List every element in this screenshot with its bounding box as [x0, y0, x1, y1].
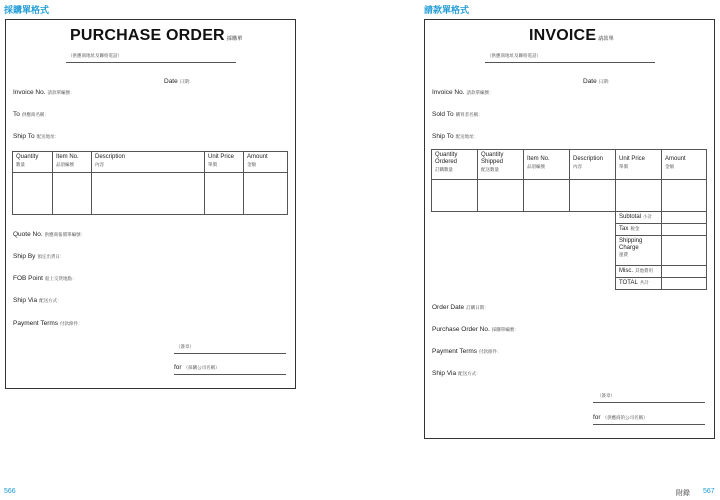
- po-items-table: [12, 151, 288, 215]
- po-title-cn: 採購單: [226, 36, 243, 42]
- inv-signature-line[interactable]: [593, 402, 705, 403]
- invoice-form: [424, 19, 715, 439]
- inv-tax-value[interactable]: [662, 224, 707, 236]
- inv-tax-label: Tax 稅金: [616, 224, 662, 236]
- po-supplier-underline: [66, 62, 236, 63]
- inv-title: INVOICE: [529, 27, 597, 44]
- inv-shipping-label: Shipping Charge 運費: [616, 236, 662, 266]
- inv-total-row-subtotal: [616, 212, 707, 224]
- inv-col-item-no: Item No. 品項編號: [524, 150, 570, 180]
- inv-total-row-tax: [616, 224, 707, 236]
- po-for-line[interactable]: [174, 374, 286, 375]
- inv-cell-quantity-ordered[interactable]: [432, 180, 478, 212]
- inv-totals-table: [615, 211, 707, 290]
- po-cell-item-no[interactable]: [53, 173, 92, 215]
- inv-col-unit-price: Unit Price 單價: [616, 150, 662, 180]
- po-col-quantity: Quantity 數量: [13, 152, 53, 173]
- table-row: [432, 180, 707, 212]
- inv-cell-description[interactable]: [570, 180, 616, 212]
- po-col-item-no: Item No. 品項編號: [53, 152, 92, 173]
- po-ship-to-field[interactable]: Ship To 配送地址：: [13, 133, 60, 140]
- inv-cell-unit-price[interactable]: [616, 180, 662, 212]
- inv-sold-to-field[interactable]: Sold To 購買者名稱：: [432, 111, 483, 118]
- inv-supplier-underline: [485, 62, 655, 63]
- po-title: PURCHASE ORDER: [70, 27, 225, 44]
- inv-signature-label: （簽章）: [597, 393, 615, 398]
- inv-subtotal-value[interactable]: [662, 212, 707, 224]
- inv-payment-terms-field[interactable]: Payment Terms 付款條件：: [432, 348, 502, 355]
- right-page-number: 567: [703, 488, 715, 495]
- po-cell-quantity[interactable]: [13, 173, 53, 215]
- po-supplier-line: （供應商地址及聯絡電話）: [68, 53, 122, 58]
- po-date-field[interactable]: Date 日期：: [164, 78, 194, 85]
- po-ship-by-field[interactable]: Ship By 預定出貨日：: [13, 253, 65, 260]
- po-cell-description[interactable]: [92, 173, 205, 215]
- inv-shipping-value[interactable]: [662, 236, 707, 266]
- po-ship-via-field[interactable]: Ship Via 配送方式：: [13, 297, 62, 304]
- right-section-title: 請款單格式: [424, 5, 470, 15]
- inv-order-date-field[interactable]: Order Date 訂購日期：: [432, 304, 489, 311]
- inv-po-no-field[interactable]: Purchase Order No. 採購單編號：: [432, 326, 519, 333]
- po-col-description: Description 內容: [92, 152, 205, 173]
- inv-misc-value[interactable]: [662, 266, 707, 278]
- inv-supplier-line: （供應商地址及聯絡電話）: [487, 53, 541, 58]
- inv-subtotal-label: Subtotal 小計: [616, 212, 662, 224]
- inv-table-header: [432, 150, 707, 180]
- po-heading: [70, 27, 242, 45]
- po-to-field[interactable]: To 供應商名稱：: [13, 111, 49, 118]
- po-cell-amount[interactable]: [244, 173, 288, 215]
- inv-misc-label: Misc. 其他費用: [616, 266, 662, 278]
- po-invoice-no-field[interactable]: Invoice No. 請款單編號：: [13, 89, 75, 96]
- inv-col-description: Description 內容: [570, 150, 616, 180]
- inv-total-row-total: [616, 278, 707, 290]
- inv-total-value[interactable]: [662, 278, 707, 290]
- inv-ship-to-field[interactable]: Ship To 配送地址：: [432, 133, 479, 140]
- po-col-unit-price: Unit Price 單價: [205, 152, 244, 173]
- appendix-label: 附錄: [676, 490, 690, 497]
- inv-col-amount: Amount 金額: [662, 150, 707, 180]
- inv-invoice-no-field[interactable]: Invoice No. 請款單編號：: [432, 89, 494, 96]
- inv-col-quantity-shipped: Quantity Shipped 配送數量: [478, 150, 524, 180]
- inv-col-quantity-ordered: Quantity Ordered 訂購數量: [432, 150, 478, 180]
- inv-title-cn: 請款單: [598, 36, 614, 42]
- po-fob-point-field[interactable]: FOB Point 船上交貨地點：: [13, 275, 77, 282]
- inv-heading: [529, 27, 614, 45]
- purchase-order-form: [5, 19, 296, 389]
- inv-ship-via-field[interactable]: Ship Via 配送方式：: [432, 370, 481, 377]
- left-page-number: 566: [4, 488, 16, 495]
- inv-total-label: TOTAL 共計: [616, 278, 662, 290]
- inv-total-row-shipping: [616, 236, 707, 266]
- inv-cell-amount[interactable]: [662, 180, 707, 212]
- po-payment-terms-field[interactable]: Payment Terms 付款條件：: [13, 320, 83, 327]
- inv-for-field: for （供應商的公司名稱）: [593, 414, 648, 421]
- inv-total-row-misc: [616, 266, 707, 278]
- po-table-header: [13, 152, 288, 173]
- table-row: [13, 173, 288, 215]
- po-signature-label: （簽章）: [176, 344, 194, 349]
- po-signature-line[interactable]: [174, 353, 286, 354]
- inv-date-field[interactable]: Date 日期：: [583, 78, 613, 85]
- po-col-amount: Amount 金額: [244, 152, 288, 173]
- po-cell-unit-price[interactable]: [205, 173, 244, 215]
- inv-for-line[interactable]: [593, 424, 705, 425]
- po-for-field: for （採購公司名稱）: [174, 364, 220, 371]
- inv-cell-quantity-shipped[interactable]: [478, 180, 524, 212]
- po-quote-no-field[interactable]: Quote No. 供應商報價單編號：: [13, 231, 86, 238]
- left-section-title: 採購單格式: [4, 5, 50, 15]
- inv-cell-item-no[interactable]: [524, 180, 570, 212]
- inv-items-table: [431, 149, 707, 212]
